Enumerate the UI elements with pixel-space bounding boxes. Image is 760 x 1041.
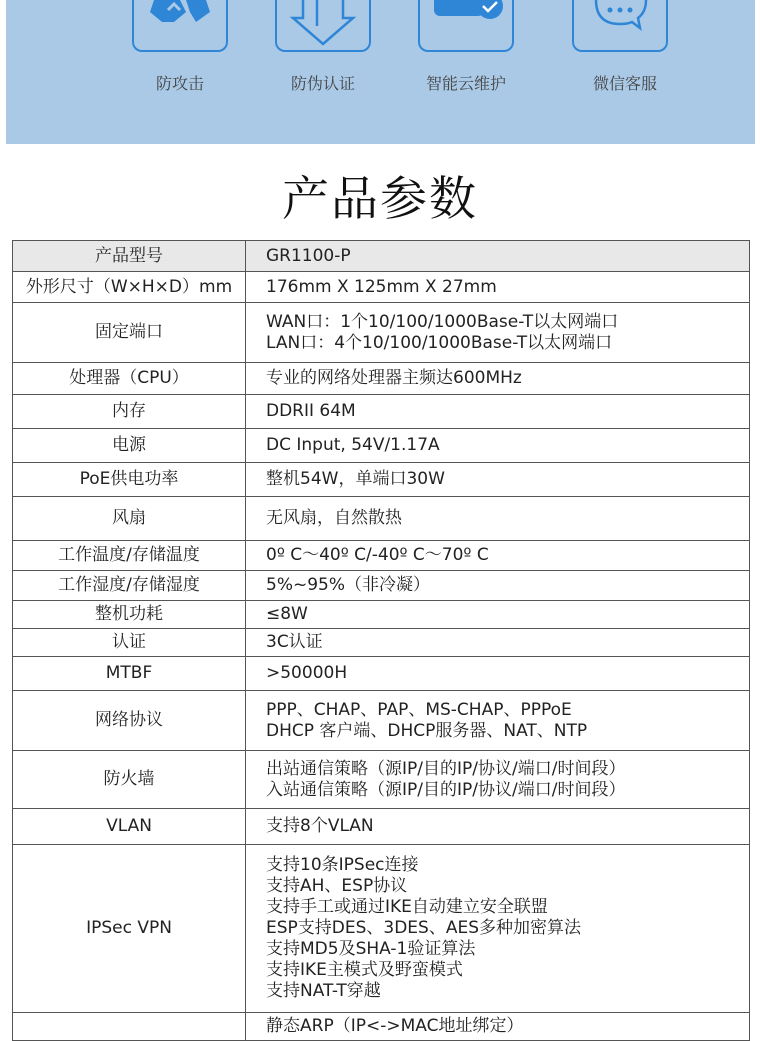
chat-bubble-icon bbox=[572, 0, 668, 52]
spec-key: 产品型号 bbox=[13, 241, 246, 272]
spec-value-line: 支持IKE主模式及野蛮模式 bbox=[266, 960, 463, 980]
spec-row bbox=[13, 809, 750, 845]
spec-key: 处理器（CPU） bbox=[13, 363, 246, 395]
spec-value-line: 静态ARP（IP<->MAC地址绑定） bbox=[266, 1016, 524, 1036]
download-arrow-icon bbox=[275, 0, 371, 52]
spec-value bbox=[246, 303, 750, 363]
spec-value-line: 支持MD5及SHA-1验证算法 bbox=[266, 939, 476, 959]
spec-value-line: LAN口：4个10/100/1000Base-T以太网端口 bbox=[266, 332, 613, 353]
spec-key: 固定端口 bbox=[13, 303, 246, 363]
spec-row bbox=[13, 751, 750, 809]
spec-key: 电源 bbox=[13, 429, 246, 463]
recycle-shield-icon bbox=[132, 0, 228, 52]
feature-label: 防伪认证 bbox=[290, 74, 355, 93]
spec-value bbox=[246, 241, 750, 272]
spec-table bbox=[12, 240, 750, 1041]
spec-row bbox=[13, 363, 750, 395]
spec-value-line: 出站通信策略（源IP/目的IP/协议/端口/时间段） bbox=[266, 758, 626, 779]
feature-label: 智能云维护 bbox=[425, 74, 506, 93]
spec-row bbox=[13, 845, 750, 1013]
feature-banner bbox=[6, 0, 755, 144]
spec-value-line: 整机54W，单端口30W bbox=[266, 469, 445, 489]
spec-row bbox=[13, 497, 750, 541]
spec-value bbox=[246, 571, 750, 601]
spec-row bbox=[13, 463, 750, 497]
spec-value bbox=[246, 272, 750, 303]
spec-value-line: 支持NAT-T穿越 bbox=[266, 981, 381, 1001]
spec-value bbox=[246, 845, 750, 1013]
spec-value-line: DDRII 64M bbox=[266, 401, 356, 421]
spec-value-line: 3C认证 bbox=[266, 632, 323, 652]
spec-row bbox=[13, 395, 750, 429]
spec-key: 整机功耗 bbox=[13, 601, 246, 629]
spec-value-line: 176mm X 125mm X 27mm bbox=[266, 276, 497, 297]
spec-value-line: 无风扇，自然散热 bbox=[266, 508, 402, 528]
spec-key: 认证 bbox=[13, 629, 246, 657]
spec-value-line: 0º C～40º C/-40º C～70º C bbox=[266, 545, 489, 565]
spec-key: 内存 bbox=[13, 395, 246, 429]
spec-row bbox=[13, 303, 750, 363]
spec-value bbox=[246, 363, 750, 395]
spec-value-line: 入站通信策略（源IP/目的IP/协议/端口/时间段） bbox=[266, 779, 626, 800]
spec-row bbox=[13, 629, 750, 657]
spec-key: VLAN bbox=[13, 809, 246, 845]
spec-value-line: ≤8W bbox=[266, 604, 308, 624]
spec-row bbox=[13, 691, 750, 751]
section-title: 产品参数 bbox=[282, 172, 478, 227]
spec-key: 网络协议 bbox=[13, 691, 246, 751]
spec-value bbox=[246, 629, 750, 657]
spec-value bbox=[246, 657, 750, 691]
feature-label: 微信客服 bbox=[592, 74, 657, 93]
spec-value-line: GR1100-P bbox=[266, 245, 351, 266]
spec-value-line: 支持10条IPSec连接 bbox=[266, 855, 419, 875]
spec-value bbox=[246, 601, 750, 629]
spec-value-line: DC Input, 54V/1.17A bbox=[266, 435, 440, 455]
spec-key: 风扇 bbox=[13, 497, 246, 541]
spec-value bbox=[246, 463, 750, 497]
spec-value-line: 专业的网络处理器主频达600MHz bbox=[266, 368, 522, 388]
spec-row bbox=[13, 601, 750, 629]
spec-key: 外形尺寸（W×H×D）mm bbox=[13, 272, 246, 303]
spec-value-line: 支持8个VLAN bbox=[266, 816, 374, 836]
spec-value bbox=[246, 751, 750, 809]
spec-key: PoE供电功率 bbox=[13, 463, 246, 497]
cloud-check-icon bbox=[418, 0, 514, 52]
spec-value bbox=[246, 809, 750, 845]
spec-row bbox=[13, 1013, 750, 1041]
spec-key: 防火墙 bbox=[13, 751, 246, 809]
spec-row bbox=[13, 241, 750, 272]
spec-row bbox=[13, 657, 750, 691]
spec-key bbox=[13, 1013, 246, 1041]
spec-value-line: DHCP 客户端、DHCP服务器、NAT、NTP bbox=[266, 720, 588, 741]
spec-row bbox=[13, 571, 750, 601]
spec-value-line: PPP、CHAP、PAP、MS-CHAP、PPPoE bbox=[266, 699, 572, 720]
spec-key: IPSec VPN bbox=[13, 845, 246, 1013]
spec-value bbox=[246, 429, 750, 463]
spec-value-line: >50000H bbox=[266, 663, 348, 683]
spec-row bbox=[13, 541, 750, 571]
spec-row bbox=[13, 429, 750, 463]
spec-value-line: ESP支持DES、3DES、AES多种加密算法 bbox=[266, 918, 582, 938]
feature-label: 防攻击 bbox=[155, 74, 204, 93]
spec-key: 工作湿度/存储湿度 bbox=[13, 571, 246, 601]
spec-value bbox=[246, 1013, 750, 1041]
spec-key: 工作温度/存储温度 bbox=[13, 541, 246, 571]
spec-value bbox=[246, 691, 750, 751]
spec-value-line: 5%~95%（非冷凝） bbox=[266, 575, 430, 595]
spec-value-line: WAN口：1个10/100/1000Base-T以太网端口 bbox=[266, 311, 619, 332]
spec-value bbox=[246, 541, 750, 571]
spec-value bbox=[246, 497, 750, 541]
spec-value-line: 支持手工或通过IKE自动建立安全联盟 bbox=[266, 897, 548, 917]
spec-row bbox=[13, 272, 750, 303]
spec-value bbox=[246, 395, 750, 429]
spec-key: MTBF bbox=[13, 657, 246, 691]
spec-value-line: 支持AH、ESP协议 bbox=[266, 876, 408, 896]
